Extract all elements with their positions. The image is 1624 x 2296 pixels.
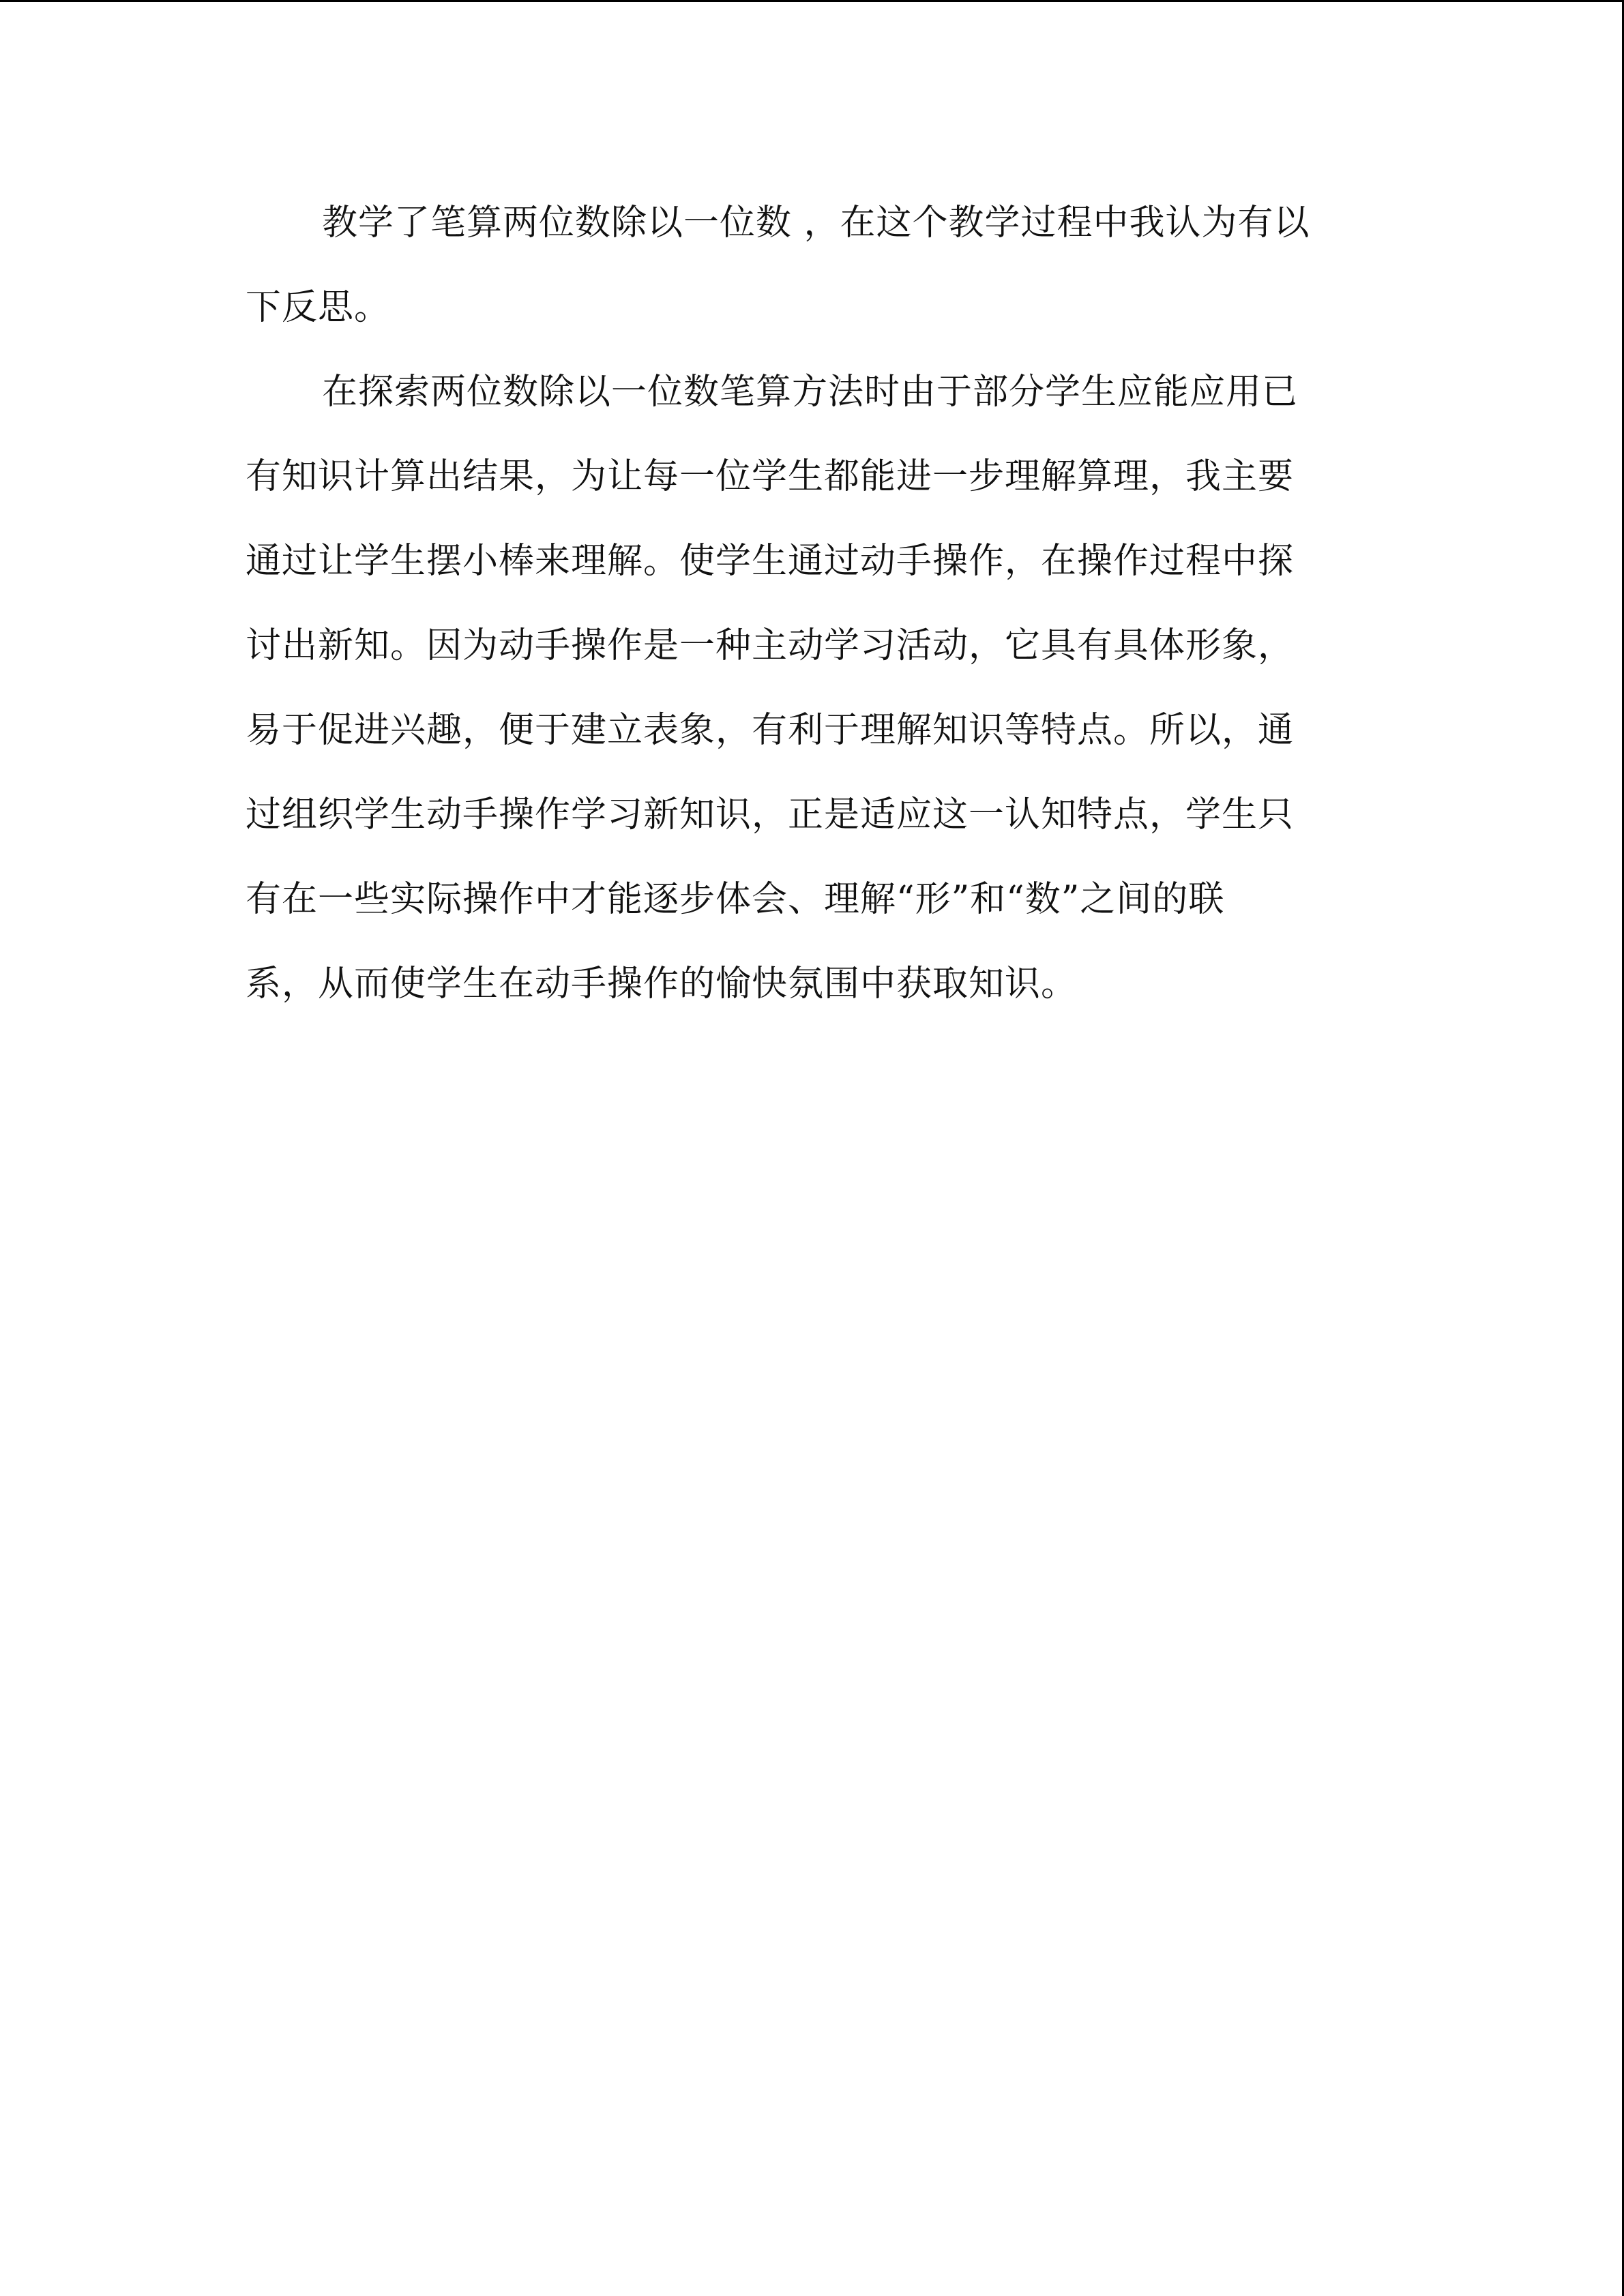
paragraph-2-line-1: 在探索两位数除以一位数笔算方法时由于部分学生应能应用已 <box>322 372 1299 413</box>
paragraph-1-line-2: 下反思。 <box>246 287 391 328</box>
paragraph-2-line-3: 通过让学生摆小棒来理解。使学生通过动手操作，在操作过程中探 <box>246 541 1295 582</box>
paragraph-2-line-2: 有知识计算出结果，为让每一位学生都能进一步理解算理，我主要 <box>246 456 1295 497</box>
paragraph-2-line-8: 系，从而使学生在动手操作的愉快氛围中获取知识。 <box>246 964 1078 1004</box>
paragraph-2-line-7: 有在一些实际操作中才能逐步体会、理解“形”和“数”之间的联 <box>246 879 1225 920</box>
paragraph-2-line-6: 过组织学生动手操作学习新知识，正是适应这一认知特点，学生只 <box>246 794 1295 835</box>
paragraph-1-line-1: 教学了笔算两位数除以一位数 ，在这个教学过程中我认为有以 <box>322 203 1310 243</box>
paragraph-2-line-4: 讨出新知。因为动手操作是一种主动学习活动，它具有具体形象， <box>246 625 1295 666</box>
paragraph-2-line-5: 易于促进兴趣，便于建立表象，有利于理解知识等特点。所以，通 <box>246 710 1295 751</box>
